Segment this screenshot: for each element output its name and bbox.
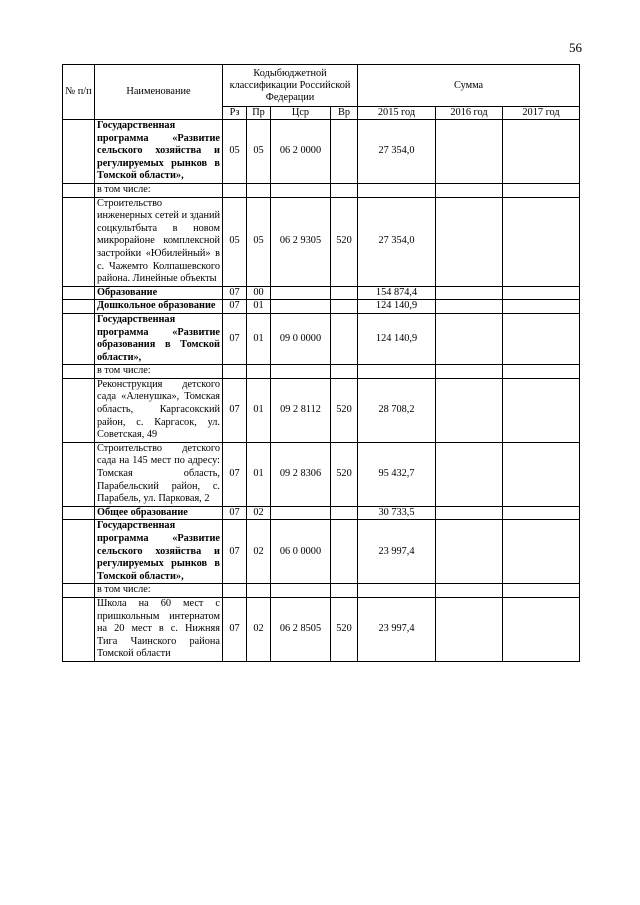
header-sum: Сумма bbox=[358, 65, 580, 107]
header-pr: Пр bbox=[247, 107, 271, 120]
cell-pr: 05 bbox=[247, 197, 271, 286]
cell-num bbox=[63, 584, 95, 598]
cell-2017 bbox=[503, 120, 580, 184]
cell-2015: 23 997,4 bbox=[358, 597, 436, 661]
cell-vr bbox=[331, 520, 358, 584]
cell-csr: 06 2 8505 bbox=[271, 597, 331, 661]
cell-rz bbox=[223, 183, 247, 197]
budget-table bbox=[62, 64, 580, 662]
cell-2016 bbox=[436, 313, 503, 364]
cell-2016 bbox=[436, 286, 503, 300]
cell-2016 bbox=[436, 442, 503, 506]
cell-num bbox=[63, 378, 95, 442]
cell-2017 bbox=[503, 183, 580, 197]
cell-num bbox=[63, 597, 95, 661]
cell-2015: 95 432,7 bbox=[358, 442, 436, 506]
cell-csr: 09 0 0000 bbox=[271, 313, 331, 364]
cell-rz bbox=[223, 365, 247, 379]
table-row bbox=[63, 183, 580, 197]
cell-vr bbox=[331, 584, 358, 598]
cell-rz: 07 bbox=[223, 313, 247, 364]
header-2016: 2016 год bbox=[436, 107, 503, 120]
cell-name: Реконструкция детского сада «Аленушка», Томская область, Каргасокский район, с. Каргасок, ул. Советская, 49 bbox=[95, 378, 223, 442]
cell-csr: 09 2 8112 bbox=[271, 378, 331, 442]
cell-pr: 01 bbox=[247, 378, 271, 442]
cell-2017 bbox=[503, 506, 580, 520]
cell-vr bbox=[331, 183, 358, 197]
header-name: Наименование bbox=[95, 65, 223, 120]
cell-pr: 01 bbox=[247, 442, 271, 506]
cell-pr: 02 bbox=[247, 506, 271, 520]
cell-csr bbox=[271, 506, 331, 520]
cell-2015: 124 140,9 bbox=[358, 313, 436, 364]
cell-rz: 07 bbox=[223, 506, 247, 520]
cell-num bbox=[63, 286, 95, 300]
cell-num bbox=[63, 365, 95, 379]
cell-rz: 05 bbox=[223, 120, 247, 184]
cell-pr: 01 bbox=[247, 313, 271, 364]
table-row bbox=[63, 597, 580, 661]
cell-2015: 154 874,4 bbox=[358, 286, 436, 300]
cell-csr: 06 2 0000 bbox=[271, 120, 331, 184]
cell-name: Государственная программа «Развитие сельского хозяйства и регулируемых рынков в Томской области», bbox=[95, 520, 223, 584]
cell-rz: 07 bbox=[223, 300, 247, 314]
cell-name: Дошкольное образование bbox=[95, 300, 223, 314]
cell-name: Государственная программа «Развитие сельского хозяйства и регулируемых рынков в Томской области», bbox=[95, 120, 223, 184]
table-row bbox=[63, 120, 580, 184]
header-csr: Цср bbox=[271, 107, 331, 120]
cell-2017 bbox=[503, 197, 580, 286]
cell-rz: 07 bbox=[223, 520, 247, 584]
cell-2017 bbox=[503, 378, 580, 442]
cell-rz: 07 bbox=[223, 286, 247, 300]
cell-num bbox=[63, 520, 95, 584]
cell-num bbox=[63, 197, 95, 286]
table-row bbox=[63, 286, 580, 300]
cell-2016 bbox=[436, 183, 503, 197]
header-2015: 2015 год bbox=[358, 107, 436, 120]
page-number: 56 bbox=[569, 40, 582, 55]
cell-name: Общее образование bbox=[95, 506, 223, 520]
cell-vr bbox=[331, 286, 358, 300]
table-row bbox=[63, 506, 580, 520]
header-row-1 bbox=[63, 65, 580, 107]
cell-num bbox=[63, 506, 95, 520]
cell-vr: 520 bbox=[331, 197, 358, 286]
header-2017: 2017 год bbox=[503, 107, 580, 120]
cell-csr bbox=[271, 300, 331, 314]
cell-2017 bbox=[503, 365, 580, 379]
cell-2015: 30 733,5 bbox=[358, 506, 436, 520]
cell-vr bbox=[331, 120, 358, 184]
cell-2016 bbox=[436, 300, 503, 314]
header-vr: Вр bbox=[331, 107, 358, 120]
cell-num bbox=[63, 120, 95, 184]
cell-name: Образование bbox=[95, 286, 223, 300]
cell-rz: 05 bbox=[223, 197, 247, 286]
cell-pr bbox=[247, 584, 271, 598]
cell-2017 bbox=[503, 584, 580, 598]
cell-name: Школа на 60 мест с пришкольным интернатом на 20 мест в с. Нижняя Тига Чаинского района Томской области bbox=[95, 597, 223, 661]
cell-vr bbox=[331, 313, 358, 364]
cell-name: в том числе: bbox=[95, 365, 223, 379]
cell-num bbox=[63, 313, 95, 364]
cell-pr: 00 bbox=[247, 286, 271, 300]
cell-2016 bbox=[436, 365, 503, 379]
cell-csr bbox=[271, 365, 331, 379]
cell-name: в том числе: bbox=[95, 584, 223, 598]
table-body bbox=[63, 120, 580, 662]
cell-2016 bbox=[436, 520, 503, 584]
cell-2015: 28 708,2 bbox=[358, 378, 436, 442]
cell-2016 bbox=[436, 597, 503, 661]
cell-rz: 07 bbox=[223, 597, 247, 661]
cell-csr bbox=[271, 183, 331, 197]
cell-csr bbox=[271, 584, 331, 598]
cell-2017 bbox=[503, 597, 580, 661]
cell-rz: 07 bbox=[223, 442, 247, 506]
cell-name: Государственная программа «Развитие образования в Томской области», bbox=[95, 313, 223, 364]
cell-2016 bbox=[436, 197, 503, 286]
header-num: № п/п bbox=[63, 65, 95, 120]
cell-csr: 09 2 8306 bbox=[271, 442, 331, 506]
cell-2017 bbox=[503, 300, 580, 314]
cell-vr: 520 bbox=[331, 378, 358, 442]
table-row bbox=[63, 584, 580, 598]
cell-pr bbox=[247, 365, 271, 379]
cell-vr: 520 bbox=[331, 442, 358, 506]
cell-2015 bbox=[358, 584, 436, 598]
cell-vr: 520 bbox=[331, 597, 358, 661]
table-row bbox=[63, 520, 580, 584]
cell-csr bbox=[271, 286, 331, 300]
cell-csr: 06 2 9305 bbox=[271, 197, 331, 286]
cell-2017 bbox=[503, 520, 580, 584]
header-rz: Рз bbox=[223, 107, 247, 120]
cell-name: Строительство инженерных сетей и зданий соцкультбыта в новом микрорайоне комплексной застройки «Юбилейный» в с. Чажемто Колпашевского района. Линейные объекты bbox=[95, 197, 223, 286]
cell-2016 bbox=[436, 378, 503, 442]
cell-rz bbox=[223, 584, 247, 598]
cell-2015: 27 354,0 bbox=[358, 197, 436, 286]
cell-2016 bbox=[436, 506, 503, 520]
cell-pr: 05 bbox=[247, 120, 271, 184]
cell-2015: 124 140,9 bbox=[358, 300, 436, 314]
cell-2015: 27 354,0 bbox=[358, 120, 436, 184]
table-row bbox=[63, 442, 580, 506]
table-row bbox=[63, 365, 580, 379]
cell-2017 bbox=[503, 286, 580, 300]
cell-name: в том числе: bbox=[95, 183, 223, 197]
table-row bbox=[63, 378, 580, 442]
cell-2016 bbox=[436, 120, 503, 184]
cell-vr bbox=[331, 506, 358, 520]
cell-vr bbox=[331, 365, 358, 379]
cell-2016 bbox=[436, 584, 503, 598]
cell-pr: 02 bbox=[247, 597, 271, 661]
cell-rz: 07 bbox=[223, 378, 247, 442]
table-row bbox=[63, 313, 580, 364]
cell-2017 bbox=[503, 442, 580, 506]
cell-pr bbox=[247, 183, 271, 197]
cell-2015 bbox=[358, 365, 436, 379]
cell-2015: 23 997,4 bbox=[358, 520, 436, 584]
header-codes: Кодыбюджетной классификации Российской Федерации bbox=[223, 65, 358, 107]
cell-pr: 01 bbox=[247, 300, 271, 314]
table-row bbox=[63, 300, 580, 314]
table-row bbox=[63, 197, 580, 286]
cell-pr: 02 bbox=[247, 520, 271, 584]
cell-name: Строительство детского сада на 145 мест по адресу: Томская область, Парабельский район, с. Парабель, ул. Парковая, 2 bbox=[95, 442, 223, 506]
cell-num bbox=[63, 300, 95, 314]
cell-2015 bbox=[358, 183, 436, 197]
cell-2017 bbox=[503, 313, 580, 364]
cell-num bbox=[63, 183, 95, 197]
cell-num bbox=[63, 442, 95, 506]
cell-vr bbox=[331, 300, 358, 314]
cell-csr: 06 0 0000 bbox=[271, 520, 331, 584]
